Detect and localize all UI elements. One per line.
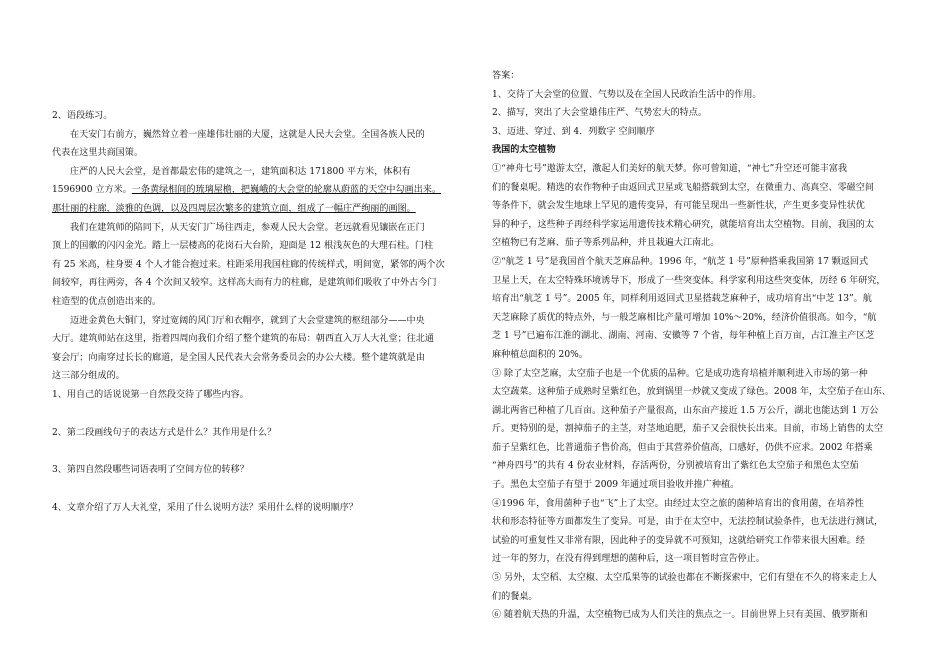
article-paragraph-6-line: ⑥ 随着航天热的升温，太空植物已成为人们关注的焦点之一。目前世界上只有美国、俄罗斯和: [492, 610, 868, 621]
article-paragraph-2-line: ②“航芝 1 号”是我国首个航天芝麻品种。1996 年，“航芝 1 号”原种搭乘我国第 17 颗返回式: [492, 256, 869, 267]
article-paragraph-2-line: 卫星上天，在太空特殊环境诱导下，形成了一些突变体。科学家利用这些突变体，历经 6 年研究，: [492, 275, 886, 286]
article-paragraph-3-line: 斤。更特别的是，割掉茄子的主茎，对茎地追肥，茄子又会很快长出来。目前，市场上销售的太空: [492, 424, 884, 435]
answer-item: 1、交待了大会堂的位置、气势以及在全国人民政治生活中的作用。: [492, 89, 762, 100]
paragraph-1-line: 代表在这里共商国策。: [52, 148, 143, 159]
article-paragraph-5-line: ⑤ 另外，太空稻、太空椒、太空瓜果等的试验也都在不断探索中，它们有望在不久的将来走上人: [492, 573, 877, 584]
paragraph-3-line: 柱造型的优点创造出来的。: [52, 296, 162, 307]
underlined-sentence: 一条黄绿相间的琉璃屋檐，把巍峨的大会堂的轮廓从蔚蓝的天空中勾画出来。: [131, 185, 441, 196]
article-paragraph-4-line: 状和形态特征等方面都发生了变异。可是，由于在太空中，无法控制试验条件，也无法进行测试，: [492, 517, 884, 528]
answer-item: 3、迈进、穿过、到 4．列数字 空间顺序: [492, 126, 655, 137]
paragraph-3-line: 顶上的国徽的闪闪金光。踏上一层楼高的花岗石大台阶，迎面是 12 根浅灰色的大理石柱。门柱: [52, 241, 434, 252]
article-paragraph-3-line: 子。黑色太空茄子有望于 2009 年通过项目验收并推广种植。: [492, 480, 740, 491]
paragraph-4-line: 这三部分组成的。: [52, 371, 125, 382]
answer-item: 2、描写，突出了大会堂雄伟庄严、气势宏大的特点。: [492, 108, 707, 119]
article-paragraph-3-line: 湖北两省已种植了几百亩。这种茄子产量很高，山东亩产接近 1.5 万公斤，湖北也能达到 1 万公: [492, 405, 879, 416]
paragraph-3-line: 有 25 米高，柱身要 4 个人才能合抱过来。柱距采用我国柱廊的传统样式，明间宽，紧邻的两个次: [52, 259, 445, 270]
paragraph-4-line: 宴会厅；向南穿过长长的廊道，是全国人民代表大会常务委员会的办公大楼。整个建筑就是由: [52, 352, 425, 363]
article-paragraph-4-line: 试验的可重复性又非常有限，因此种子的变异就不可预知，这就给研究工作带来很大困难。经: [492, 535, 865, 546]
question-2: 2、第二段画线句子的表达方式是什么？其作用是什么？: [52, 427, 277, 438]
question-3: 3、第四自然段哪些词语表明了空间方位的转移？: [52, 465, 249, 476]
exercise-heading: 2、语段练习。: [52, 111, 113, 121]
article-paragraph-4-line: ④1996 年，食用菌种子也“飞”上了太空。由经过太空之旅的菌种培育出的食用菌，在培养性: [492, 498, 864, 509]
article-paragraph-5-line: 们的餐桌。: [492, 591, 538, 602]
paragraph-4-line: 迈进金黄色大铜门，穿过宽阔的风门厅和衣帽亭，就到了大会堂建筑的枢纽部分——中央: [70, 315, 425, 326]
right-column: [492, 67, 908, 625]
paragraph-2-plain-text: 1596900 立方米。: [52, 185, 132, 196]
underlined-sentence: 那壮丽的柱廊，淡雅的色调，以及四周层次繁多的建筑立面，组成了一幅庄严绚丽的画图。: [52, 203, 416, 214]
paragraph-4-line: 大厅。建筑师站在这里，指着四周向我们介绍了整个建筑的布局：朝西直入万人大礼堂；往北通: [52, 334, 434, 345]
article-paragraph-2-line: 天芝麻除了质优的特点外，与一般芝麻相比产量可增加 10%～20%，经济价值很高。如今，“航: [492, 312, 877, 323]
article-paragraph-1-line: 空植物已有芝麻、茄子等系列品种，并且栽遍大江南北。: [492, 238, 720, 249]
article-paragraph-3-line: “神舟四号”的共有 4 份农业材料，存活两份，分别被培育出了紫红色太空茄子和黑色太空茄: [492, 461, 859, 472]
article-paragraph-1-line: 们的餐桌呢。精选的农作物种子由返回式卫星或飞船搭载到太空，在微重力、高真空、零磁空间: [492, 182, 874, 193]
article-paragraph-2-line: 麻种植总面积的 20%。: [492, 349, 588, 360]
article-paragraph-2-line: 培育出“航芝 1 号”。2005 年，同样利用返回式卫星搭载芝麻种子，成功培育出“中芝 13”。航: [492, 294, 872, 305]
article-paragraph-3-line: ③ 除了太空芝麻，太空茄子也是一个优质的品种。它是成功选育培植并顺利进入市场的第一种: [492, 368, 868, 379]
paragraph-2-line: 庄严的人民大会堂，是首都最宏伟的建筑之一，建筑面积达 171800 平方米，体积有: [70, 166, 411, 177]
paragraph-3-line: 我们在建筑师的陪同下，从天安门广场往西走，参观人民大会堂。老远就看见镶嵌在正门: [70, 222, 425, 233]
paragraph-3-line: 间较窄，再往两旁，各 4 个次间又较窄。这样高大而有力的柱廊，是建筑师们吸收了中外古今门: [52, 278, 437, 289]
left-column: [52, 107, 445, 517]
question-4: 4、文章介绍了万人大礼堂，采用了什么说明方法？采用什么样的说明顺序？: [52, 502, 358, 513]
article-paragraph-1-line: ①“神舟七号”遨游太空，激起人们美好的航天梦。你可曾知道，“神七”升空还可能丰富我: [492, 163, 848, 174]
paragraph-1-line: 在天安门右前方，巍然耸立着一座雄伟壮丽的大厦，这就是人民大会堂。全国各族人民的: [70, 129, 425, 140]
question-1: 1、用自己的话说说第一自然段交待了哪些内容。: [52, 389, 249, 400]
article-paragraph-3-line: 太空蔬菜。这种茄子成熟时呈紫红色，放到锅里一炒就又变成了绿色。2008 年，太空茄子在山东、: [492, 387, 891, 398]
article-paragraph-4-line: 过一年的努力，在没有得到理想的菌种后，这一项目暂时宣告停止。: [492, 554, 765, 565]
article-paragraph-2-line: 芝 1 号”已遍布江淮的湖北、湖南、河南、安徽等 7 个省，每年种植上百万亩，占江淮主产区芝: [492, 331, 875, 342]
article-paragraph-1-line: 异的种子，这些种子再经科学家运用遗传技术精心研究，就能培育出太空植物。目前，我国的太: [492, 219, 874, 230]
paragraph-2-line: [52, 181, 445, 200]
answer-label: 答案：: [492, 71, 520, 81]
article-title: 我国的太空植物: [492, 145, 556, 156]
article-paragraph-1-line: 等条件下，就会发生地球上罕见的遗传变异，有可能呈现出一些新性状，产生更多变异性状优: [492, 201, 865, 212]
article-paragraph-3-line: 茄子呈紫红色，比普通茄子售价高，但由于其营养价值高，口感好，仍供不应求。2002 年搭乘: [492, 442, 873, 453]
